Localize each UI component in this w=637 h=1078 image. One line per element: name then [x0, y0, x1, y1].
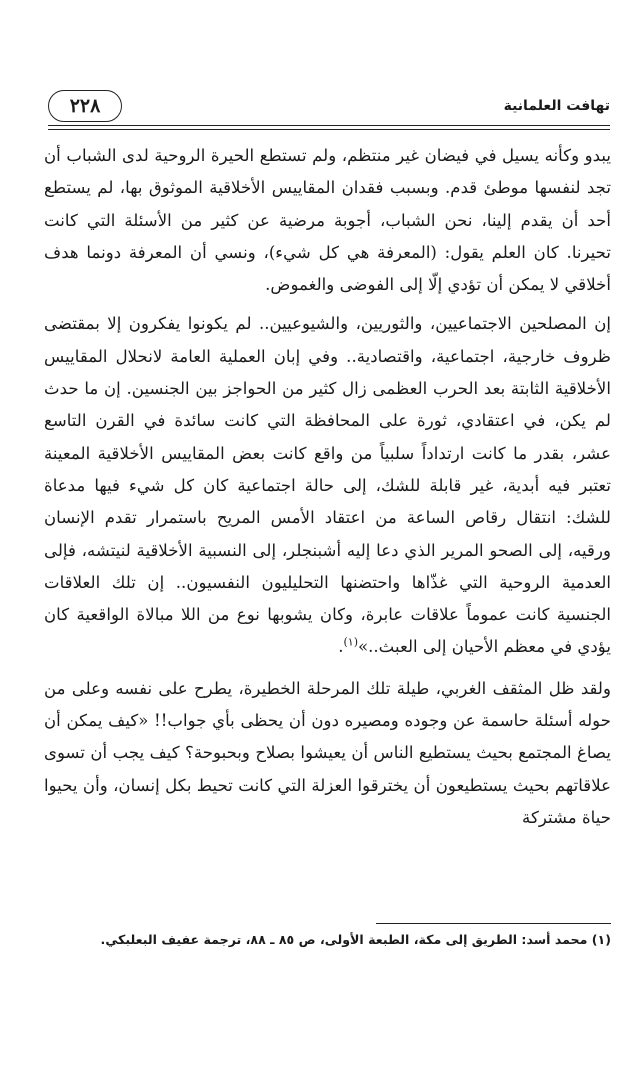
- footnote-rule: [376, 923, 611, 924]
- paragraph-1: يبدو وكأنه يسيل في فيضان غير منتظم، ولم تستطع الحيرة الروحية لدى الشباب أن تجد لنفسها موطئ قدم. وبسبب فقدان المقاييس الأخلاقية الموثوق بها، لم يستطع أحد أن يقدم إلينا، نحن الشباب، أجوبة مرضية عن كثير من الأسئلة التي كانت تحيرنا. كان العلم يقول: (المعرفة هي كل شيء)، ونسي أن المعرفة دونما هدف أخلاقي لا يمكن أن تؤدي إلّا إلى الفوضى والغموض.: [44, 146, 611, 295]
- header-rule-thin: [48, 129, 610, 130]
- paragraph-2: [44, 308, 611, 663]
- page-number: ٢٢٨: [48, 90, 122, 122]
- page-header: [48, 90, 610, 124]
- body-text: [44, 140, 611, 841]
- header-rule: [48, 125, 610, 126]
- footnote-reference: (١): [343, 635, 358, 649]
- paragraph-3: ولقد ظل المثقف الغربي، طيلة تلك المرحلة الخطيرة، يطرح على نفسه وعلى من حوله أسئلة حاسمة عن وجوده ومصيره دون أن يحظى بأي جواب!! «كيف يمكن أن يصاغ المجتمع بحيث يستطيع الناس أن يعيشوا بصلاح وبحبوحة؟ كيف يجب أن تسوى علاقاتهم بحيث يستطيعون أن يخترقوا العزلة التي كانت تحيط بكل إنسان، وأن يحيوا حياة مشتركة: [44, 678, 611, 827]
- paragraph-2-end: .: [338, 637, 344, 657]
- paragraph-2-text: إن المصلحين الاجتماعيين، والثوريين، والشيوعيين.. لم يكونوا يفكرون إلا بمقتضى ظروف خارجية، اجتماعية، واقتصادية.. وفي إبان العملية العامة لانحلال المقاييس الأخلاقية الثابتة بعد الحرب العظمى زال كثير من الحواجز بين الجنسين. إن ما حدث لم يكن، في اعتقادي، ثورة على المحافظة التي كانت سائدة في القرن التاسع عشر، بقدر ما كانت ارتداداً سلبياً من واقع كانت بعض المقاييس الأخلاقية المعينة تعتبر فيه أبدية، غير قابلة للشك، إلى حالة اجتماعية كان كل شيء فيها مدعاة للشك: انتقال رقاص الساعة من اعتقاد الأمس المريح باستمرار تقدم الإنسان ورقيه، إلى الصحو المرير الذي دعا إليه أشبنجلر، إلى النسبية الأخلاقية لنيتشه، فإلى العدمية الروحية التي غذّاها واحتضنها التحليليون النفسيون.. إن تلك العلاقات الجنسية كانت عموماً علاقات عابرة، وكان يشوبها نوع من اللا مبالاة الواقعية كان يؤدي في معظم الأحيان إلى العبث..»: [44, 314, 611, 657]
- footnote: (١) محمد أسد: الطريق إلى مكة، الطبعة الأولى، ص ٨٥ ـ ٨٨، ترجمة عفيف البعلبكي.: [100, 932, 611, 947]
- running-title: تهافت العلمانية: [503, 98, 610, 114]
